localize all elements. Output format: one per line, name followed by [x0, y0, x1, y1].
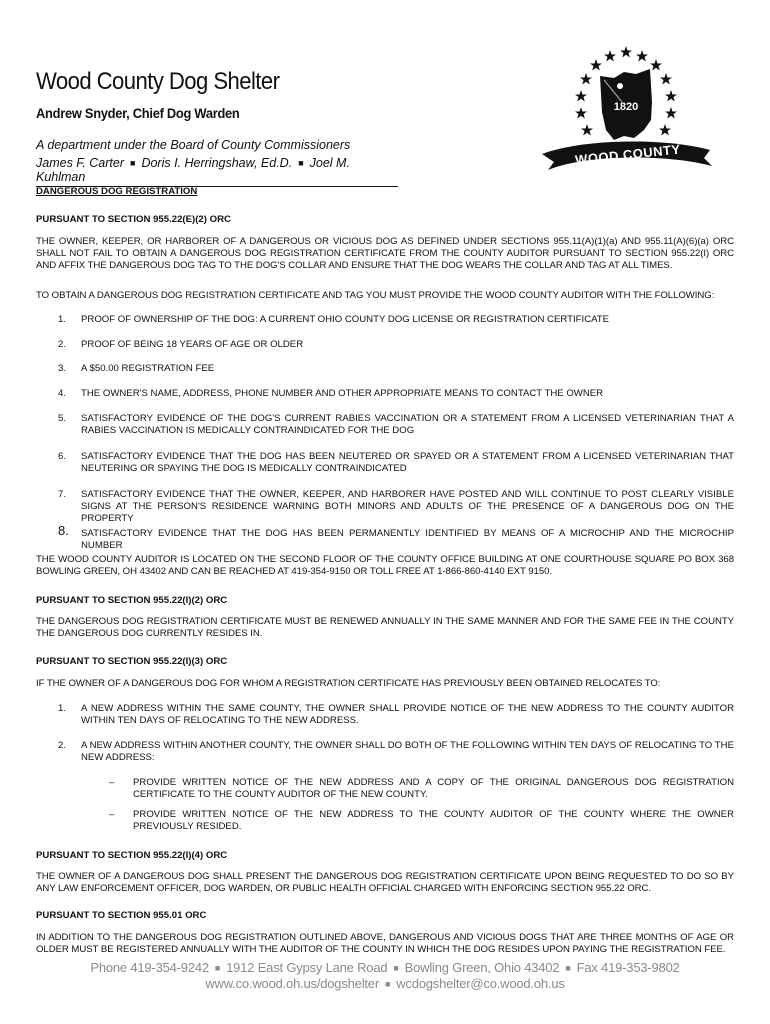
logo-banner-text: WOOD COUNTY — [574, 141, 682, 168]
footer-phone: Phone 419-354-9242 — [90, 960, 209, 975]
list-number: 2. — [58, 339, 67, 350]
paragraph: THE DANGEROUS DOG REGISTRATION CERTIFICATE MUST BE RENEWED ANNUALLY IN THE SAME MANNER AND FOR THE SAME FEE IN THE COUNTY THE DANGEROUS DOG CURRENTLY RESIDES IN. — [36, 616, 734, 639]
commissioner-1: James F. Carter — [36, 156, 124, 170]
commissioners-line — [36, 156, 398, 187]
footer-web-line — [0, 976, 770, 991]
sub-list-text: PROVIDE WRITTEN NOTICE OF THE NEW ADDRESS AND A COPY OF THE ORIGINAL DANGEROUS DOG REGISTRATION CERTIFICATE TO THE COUNTY AUDITOR OF THE NEW COUNTY. — [133, 777, 734, 800]
footer-website-link[interactable]: www.co.wood.oh.us/dogshelter — [205, 976, 379, 991]
list-number: 1. — [58, 314, 67, 325]
paragraph: THE WOOD COUNTY AUDITOR IS LOCATED ON THE SECOND FLOOR OF THE COUNTY OFFICE BUILDING AT ONE COURTHOUSE SQUARE PO BOX 368 BOWLING GREEN, OH 43402 AND CAN BE REACHED AT 419-354-9150 OR TOLL FREE AT 1-866-860-4140 EXT 9150. — [36, 554, 734, 577]
section-heading: PURSUANT TO SECTION 955.22(E)(2) ORC — [36, 214, 231, 225]
logo-year: 1820 — [613, 101, 639, 113]
footer-address: 1912 East Gypsy Lane Road — [226, 960, 388, 975]
chief-dog-warden: Andrew Snyder, Chief Dog Warden — [36, 105, 240, 121]
separator-icon: ■ — [384, 979, 391, 989]
paragraph: IF THE OWNER OF A DANGEROUS DOG FOR WHOM A REGISTRATION CERTIFICATE HAS PREVIOUSLY BEEN OBTAINED RELOCATES TO: — [36, 678, 661, 689]
commissioner-2: Doris I. Herringshaw, Ed.D. — [141, 156, 293, 170]
list-number: 6. — [58, 451, 67, 462]
separator-icon: ■ — [393, 963, 399, 973]
list-text: PROOF OF BEING 18 YEARS OF AGE OR OLDER — [81, 339, 304, 350]
paragraph: IN ADDITION TO THE DANGEROUS DOG REGISTRATION OUTLINED ABOVE, DANGEROUS AND VICIOUS DOGS THAT ARE THREE MONTHS OF AGE OR OLDER MUST BE REGISTERED ANNUALLY WITH THE AUDITOR OF THE COUNTY IN WHICH THE DOG RESIDES UPON PAYING THE REGISTRATION FEE. — [36, 932, 734, 955]
sub-list-text: PROVIDE WRITTEN NOTICE OF THE NEW ADDRESS TO THE COUNTY AUDITOR OF THE COUNTY WHERE THE OWNER PREVIOUSLY RESIDED. — [133, 809, 734, 832]
org-title: Wood County Dog Shelter — [36, 68, 280, 95]
list-text: SATISFACTORY EVIDENCE OF THE DOG'S CURRENT RABIES VACCINATION OR A STATEMENT FROM A LICENSED VETERINARIAN THAT A RABIES VACCINATION IS MEDICALLY CONTRAINDICATED FOR THE DOG — [81, 413, 734, 436]
separator-icon: ■ — [214, 963, 221, 973]
list-number: 3. — [58, 363, 67, 374]
footer-fax: Fax 419-353-9802 — [576, 960, 680, 975]
document-title: DANGEROUS DOG REGISTRATION — [36, 186, 198, 197]
dash-bullet: – — [109, 777, 115, 788]
list-text: PROOF OF OWNERSHIP OF THE DOG: A CURRENT OHIO COUNTY DOG LICENSE OR REGISTRATION CERTIFICATE — [81, 314, 610, 325]
section-heading: PURSUANT TO SECTION 955.22(I)(2) ORC — [36, 595, 228, 606]
list-number: 5. — [58, 413, 67, 424]
department-line: A department under the Board of County Commissioners — [36, 138, 351, 152]
list-text: SATISFACTORY EVIDENCE THAT THE DOG HAS BEEN NEUTERED OR SPAYED OR A STATEMENT FROM A LICENSED VETERINARIAN THAT NEUTERING OR SPAYING THE DOG IS MEDICALLY CONTRAINDICATED — [81, 451, 734, 474]
list-number: 2. — [58, 740, 67, 751]
list-text: A NEW ADDRESS WITHIN ANOTHER COUNTY, THE OWNER SHALL DO BOTH OF THE FOLLOWING WITHIN TEN DAYS OF RELOCATING TO THE NEW ADDRESS: — [81, 740, 734, 763]
list-text: SATISFACTORY EVIDENCE THAT THE OWNER, KEEPER, AND HARBORER HAVE POSTED AND WILL CONTINUE TO POST CLEARLY VISIBLE SIGNS AT THE PERSON'S RESIDENCE WARNING BOTH MINORS AND ADULTS OF THE PRESENCE OF A DANGEROUS DOG ON THE PROPERTY — [81, 489, 734, 524]
footer-email-link[interactable]: wcdogshelter@co.wood.oh.us — [396, 976, 565, 991]
separator-icon: ■ — [130, 158, 136, 168]
dash-bullet: – — [109, 809, 115, 820]
separator-icon: ■ — [565, 963, 571, 973]
list-text: A NEW ADDRESS WITHIN THE SAME COUNTY, THE OWNER SHALL PROVIDE NOTICE OF THE NEW ADDRESS TO THE COUNTY AUDITOR WITHIN TEN DAYS OF RELOCATING TO THE NEW ADDRESS. — [81, 703, 734, 726]
footer-contact-line — [0, 960, 770, 975]
list-number: 8. — [58, 523, 69, 538]
section-heading: PURSUANT TO SECTION 955.22(I)(3) ORC — [36, 656, 228, 667]
list-text: A $50.00 REGISTRATION FEE — [81, 363, 215, 374]
list-number: 4. — [58, 388, 67, 399]
paragraph: TO OBTAIN A DANGEROUS DOG REGISTRATION CERTIFICATE AND TAG YOU MUST PROVIDE THE WOOD COUNTY AUDITOR WITH THE FOLLOWING: — [36, 290, 715, 301]
section-heading: PURSUANT TO SECTION 955.01 ORC — [36, 910, 207, 921]
paragraph: THE OWNER OF A DANGEROUS DOG SHALL PRESENT THE DANGEROUS DOG REGISTRATION CERTIFICATE UPON BEING REQUESTED TO DO SO BY ANY LAW ENFORCEMENT OFFICER, DOG WARDEN, OR PUBLIC HEALTH OFFICIAL CHARGED WITH ENFORCING SECTION 955.22 ORC. — [36, 871, 734, 894]
footer-city: Bowling Green, Ohio 43402 — [404, 960, 560, 975]
list-text: SATISFACTORY EVIDENCE THAT THE DOG HAS BEEN PERMANENTLY IDENTIFIED BY MEANS OF A MICROCHIP AND THE MICROCHIP NUMBER — [81, 528, 734, 551]
wood-county-seal-logo — [534, 42, 718, 172]
paragraph: THE OWNER, KEEPER, OR HARBORER OF A DANGEROUS OR VICIOUS DOG AS DEFINED UNDER SECTIONS 955.11(A)(1)(a) AND 955.11(A)(6)(a) ORC SHALL NOT FAIL TO OBTAIN A DANGEROUS DOG REGISTRATION CERTIFICATE FROM THE COUNTY AUDITOR PURSUANT TO SECTION 955.22(I) ORC AND AFFIX THE DANGEROUS DOG TAG TO THE DOG'S COLLAR AND ENSURE THAT THE DOG WEARS THE COLLAR AND TAG AT ALL TIMES. — [36, 236, 734, 271]
commissioner-3: Joel M. Kuhlman — [36, 156, 350, 184]
separator-icon: ■ — [298, 158, 304, 168]
list-number: 1. — [58, 703, 67, 714]
section-heading: PURSUANT TO SECTION 955.22(I)(4) ORC — [36, 850, 228, 861]
list-number: 7. — [58, 489, 67, 500]
list-text: THE OWNER'S NAME, ADDRESS, PHONE NUMBER AND OTHER APPROPRIATE MEANS TO CONTACT THE OWNER — [81, 388, 604, 399]
